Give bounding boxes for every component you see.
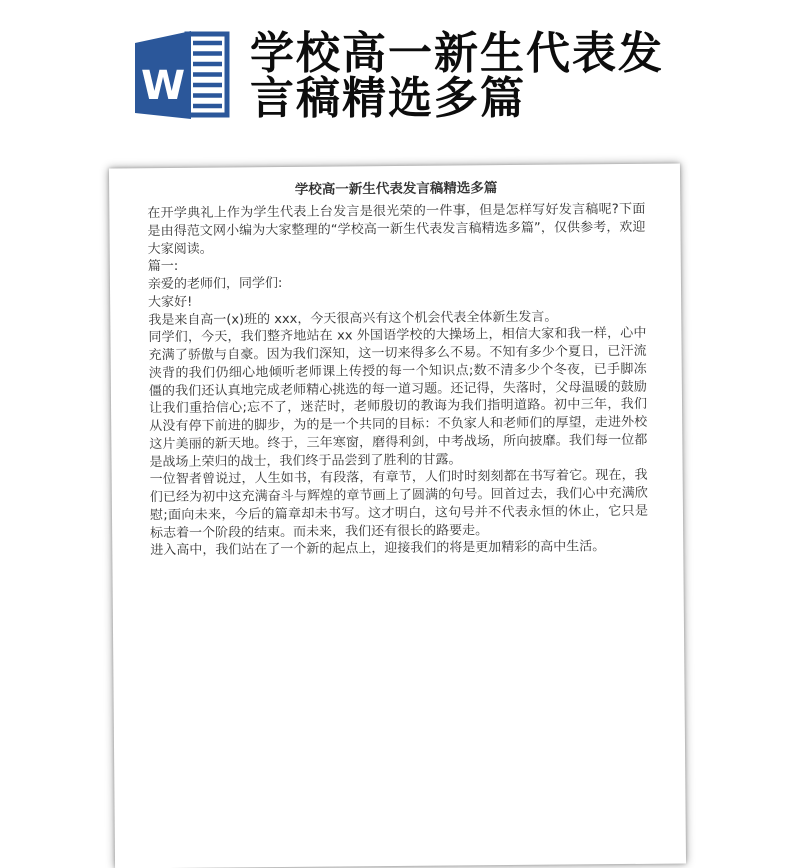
doc-body <box>147 201 648 560</box>
word-logo-icon <box>133 28 230 120</box>
document-page <box>109 164 686 868</box>
doc-paragraph: 同学们，今天，我们整齐地站在 xx 外国语学校的大操场上，相信大家和我一样，心中充满了骄傲与自豪。因为我们深知，这一切来得多么不易。不知有多少个夏日，已汗流浃背的我们仍细心地倾听老师课上传授的每一个知识点;数不清多少个冬夜，已手脚冻僵的我们还认真地完成老师精心挑选的每一道习题。还记得，失落时，父母温暖的鼓励让我们重拾信心;忘不了，迷茫时，老师殷切的教诲为我们指明道路。初中三年，我们从没有停下前进的脚步，为的是一个共同的目标：不负家人和老师们的厚望，走进外校这片美丽的新天地。终于，三年寒窗，磨得利剑，中考战场，所向披靡。我们每一位都是战场上荣归的战士，我们终于品尝到了胜利的甘露。 <box>148 326 648 470</box>
doc-paragraph: 在开学典礼上作为学生代表上台发言是很光荣的一件事，但是怎样写好发言稿呢?下面是由得范文网小编为大家整理的“学校高一新生代表发言稿精选多篇”，仅供参考，欢迎大家阅读。 <box>147 201 646 257</box>
doc-paragraph: 篇一: <box>147 259 179 275</box>
document-header <box>0 0 800 145</box>
doc-paragraph-clipped: 进入高中，我们站在了一个新的起点上，迎接我们的将是更加精彩的高中生活。 <box>150 539 606 559</box>
doc-paragraph: 亲爱的老师们，同学们: <box>147 275 283 293</box>
page-title <box>250 28 690 124</box>
doc-paragraph: 一位智者曾说过，人生如书，有段落，有章节，人们时时刻刻都在书写着它。现在，我们已经为初中这充满奋斗与辉煌的章节画上了圆满的句号。回首过去，我们心中充满欣慰;面向未来，今后的篇章却未书写。这才明白，这句号并不代表永恒的休止，它只是标志着一个阶段的结束。而未来，我们还有很长的路要走。 <box>149 468 649 541</box>
page-title-line-1: 学校高一新生代表发 <box>250 28 664 79</box>
doc-paragraph: 我是来自高一(x)班的 xxx，今天很高兴有这个机会代表全体新生发言。 <box>148 309 558 328</box>
svg-text:W: W <box>140 63 186 109</box>
page-title-line-2: 言稿精选多篇 <box>250 73 526 124</box>
doc-title: 学校高一新生代表发言稿精选多篇 <box>294 180 498 198</box>
doc-paragraph: 大家好! <box>148 294 193 310</box>
